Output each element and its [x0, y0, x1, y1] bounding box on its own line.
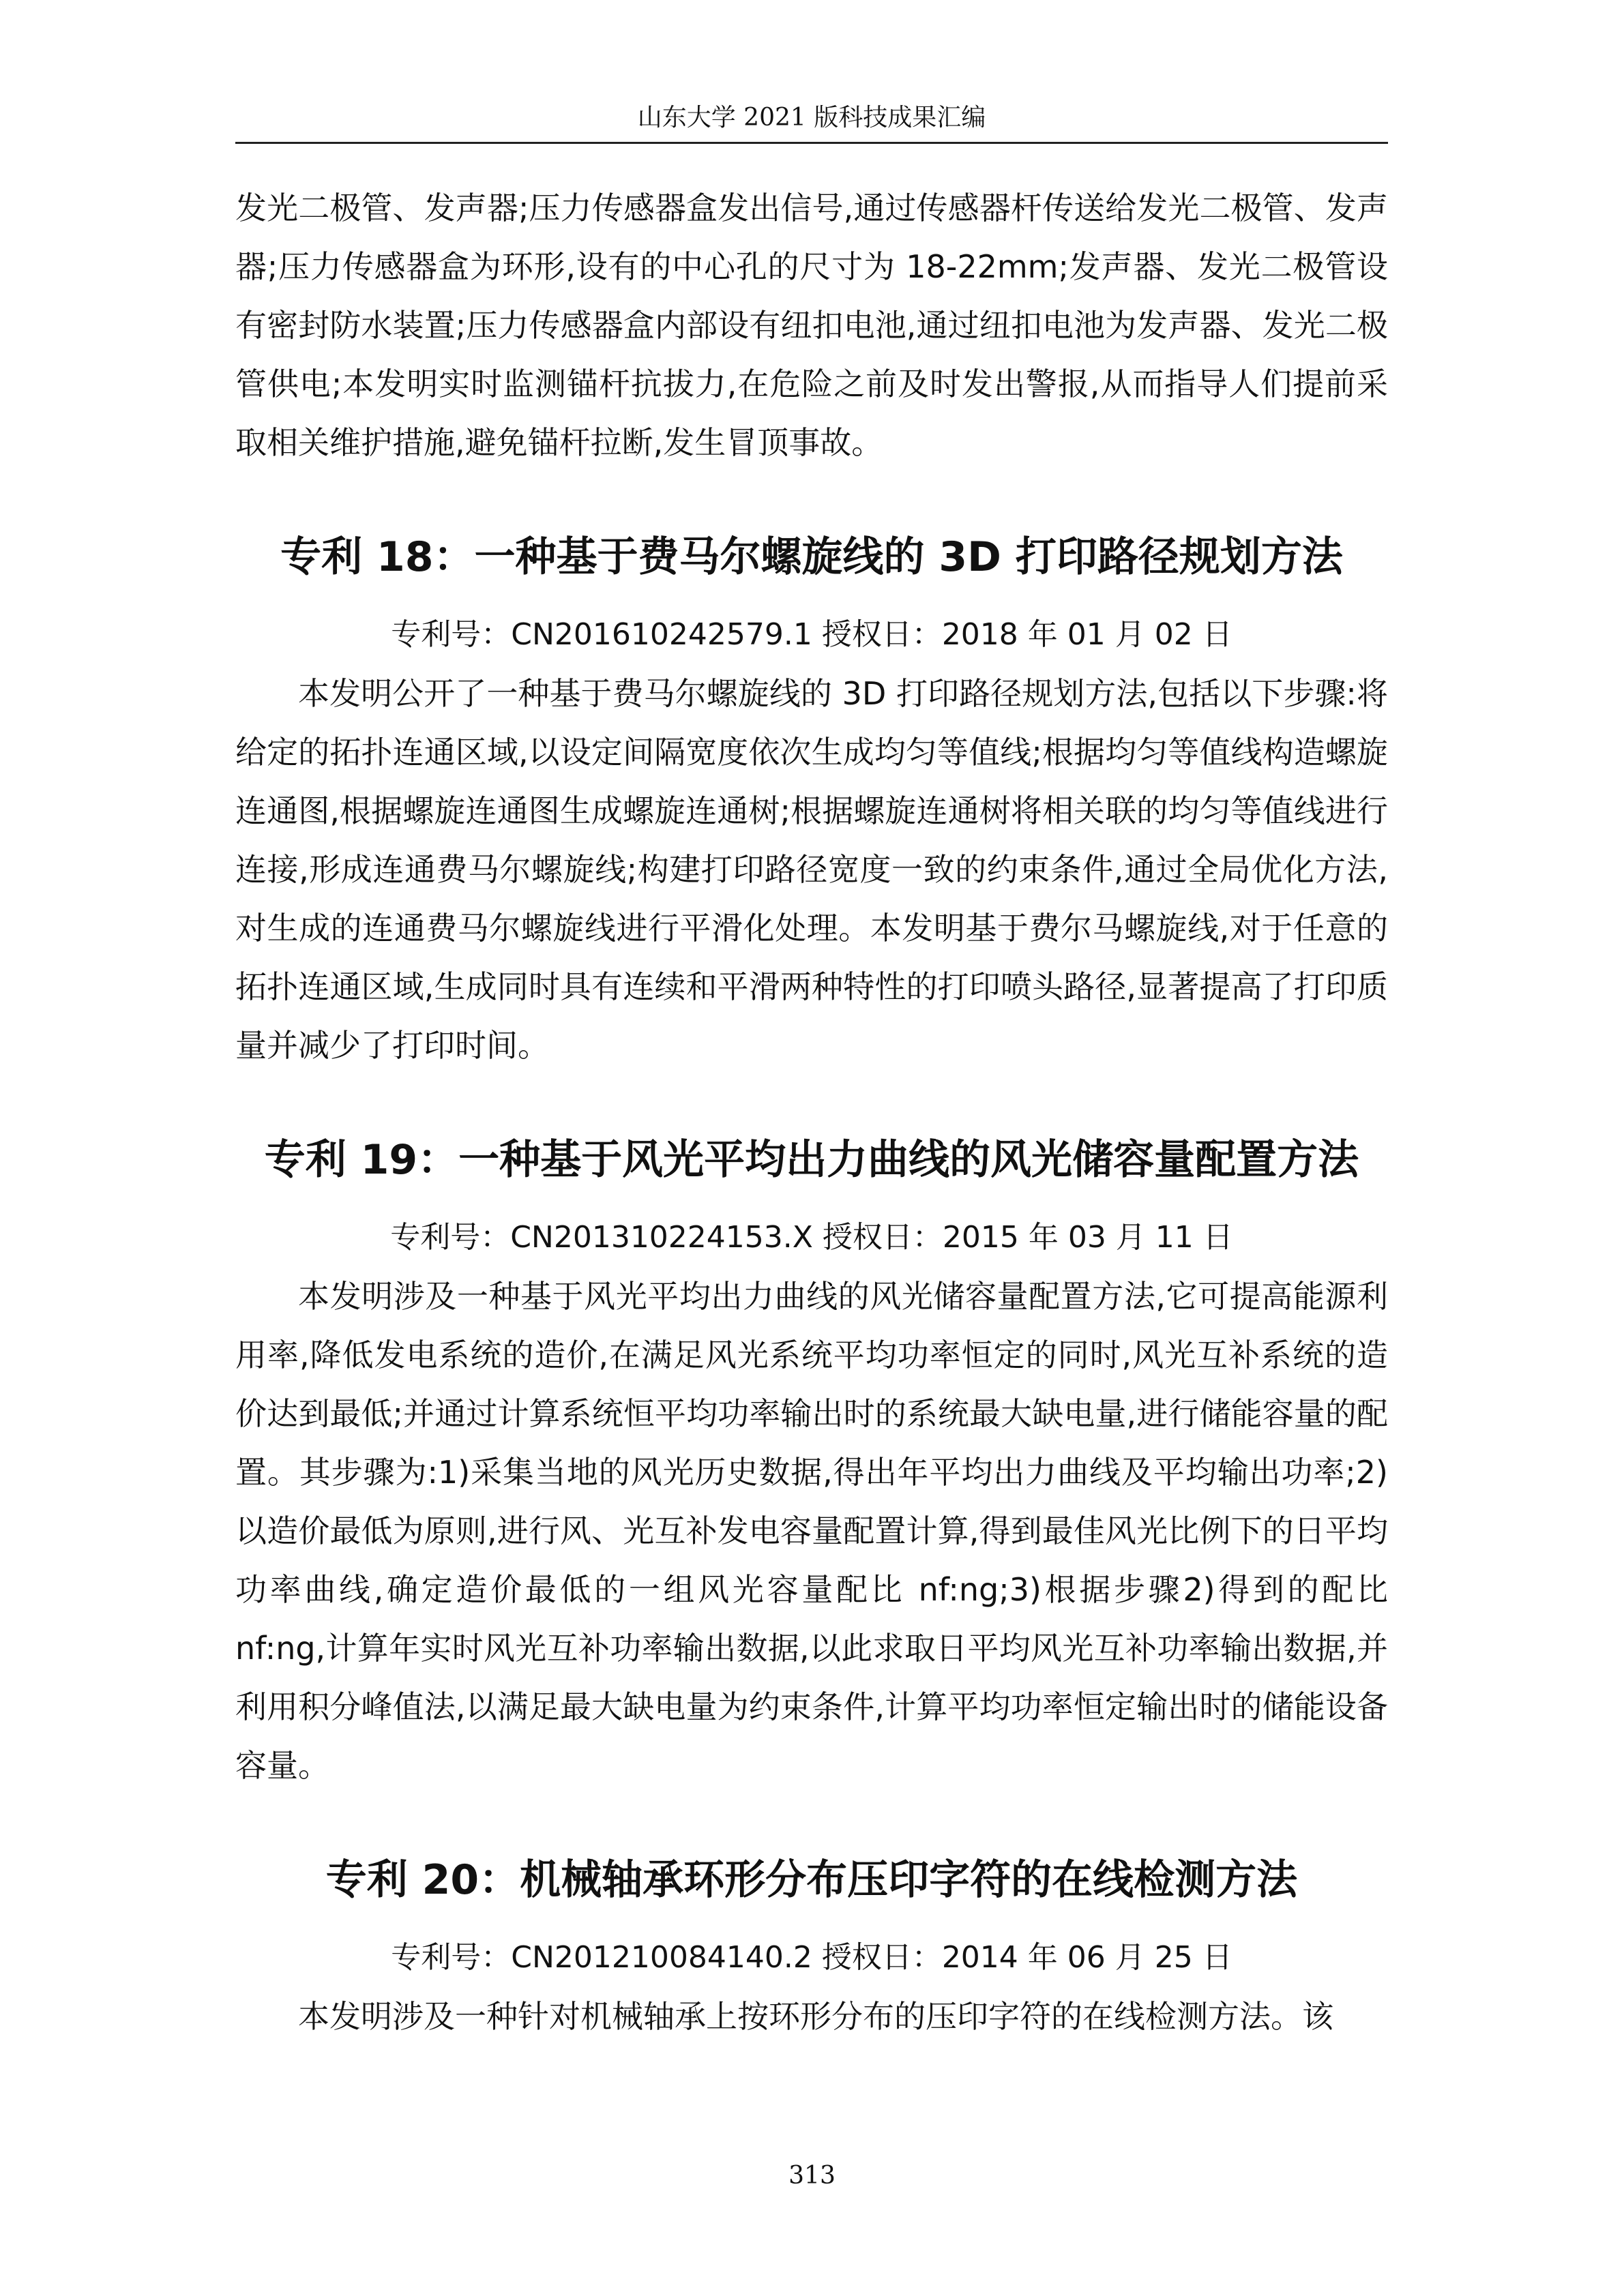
- patent-20: [235, 1849, 1388, 2046]
- patent-title: 专利 19：一种基于风光平均出力曲线的风光储容量配置方法: [264, 1136, 1359, 1184]
- patent-abstract: 本发明涉及一种基于风光平均出力曲线的风光储容量配置方法,它可提高能源利用率,降低发电系统的造价,在满足风光系统平均功率恒定的同时,风光互补系统的造价达到最低;并通过计算系统恒平均功率输出时的系统最大缺电量,进行储能容量的配置。其步骤为:1)采集当地的风光历史数据,得出年平均出力曲线及平均输出功率;2)以造价最低为原则,进行风、光互补发电容量配置计算,得到最佳风光比例下的日平均功率曲线,确定造价最低的一组风光容量配比 nf:ng;3)根据步骤2)得到的配比 nf:ng,计算年实时风光互补功率输出数据,以此求取日平均风光互补功率输出数据,并利用积分峰值法,以满足最大缺电量为约束条件,计算平均功率恒定输出时的储能设备容量。: [235, 1278, 1388, 1784]
- patent-abstract: 本发明公开了一种基于费马尔螺旋线的 3D 打印路径规划方法,包括以下步骤:将给定的拓扑连通区域,以设定间隔宽度依次生成均匀等值线;根据均匀等值线构造螺旋连通图,根据螺旋连通图生成螺旋连通树;根据螺旋连通树将相关联的均匀等值线进行连接,形成连通费马尔螺旋线;构建打印路径宽度一致的约束条件,通过全局优化方法,对生成的连通费马尔螺旋线进行平滑化处理。本发明基于费尔马螺旋线,对于任意的拓扑连通区域,生成同时具有连续和平滑两种特性的打印喷头路径,显著提高了打印质量并减少了打印时间。: [235, 675, 1388, 1064]
- page-number: 313: [788, 2162, 836, 2190]
- patent-title: 专利 20：机械轴承环形分布压印字符的在线检测方法: [325, 1856, 1298, 1904]
- patent-meta: 专利号：CN201310224153.X 授权日：2015 年 03 月 11 日: [390, 1220, 1233, 1255]
- patent-title: 专利 18：一种基于费马尔螺旋线的 3D 打印路径规划方法: [280, 533, 1343, 581]
- patent-19: [235, 1129, 1388, 1795]
- patent-18: [235, 526, 1388, 1075]
- patent-meta: 专利号：CN201210084140.2 授权日：2014 年 06 月 25 日: [391, 1940, 1232, 1975]
- header-title: 山东大学 2021 版科技成果汇编: [637, 104, 986, 132]
- intro-paragraph: 发光二极管、发声器;压力传感器盒发出信号,通过传感器杆传送给发光二极管、发声器;压力传感器盒为环形,设有的中心孔的尺寸为 18-22mm;发声器、发光二极管设有密封防水装置;压力传感器盒内部设有纽扣电池,通过纽扣电池为发声器、发光二极管供电;本发明实时监测锚杆抗拔力,在危险之前及时发出警报,从而指导人们提前采取相关维护措施,避免锚杆拉断,发生冒顶事故。: [235, 190, 1388, 461]
- page-header: [235, 94, 1388, 144]
- patent-abstract: 本发明涉及一种针对机械轴承上按环形分布的压印字符的在线检测方法。该: [298, 1998, 1333, 2035]
- patent-meta: 专利号：CN201610242579.1 授权日：2018 年 01 月 02 日: [391, 617, 1232, 652]
- page-content: [235, 179, 1388, 2046]
